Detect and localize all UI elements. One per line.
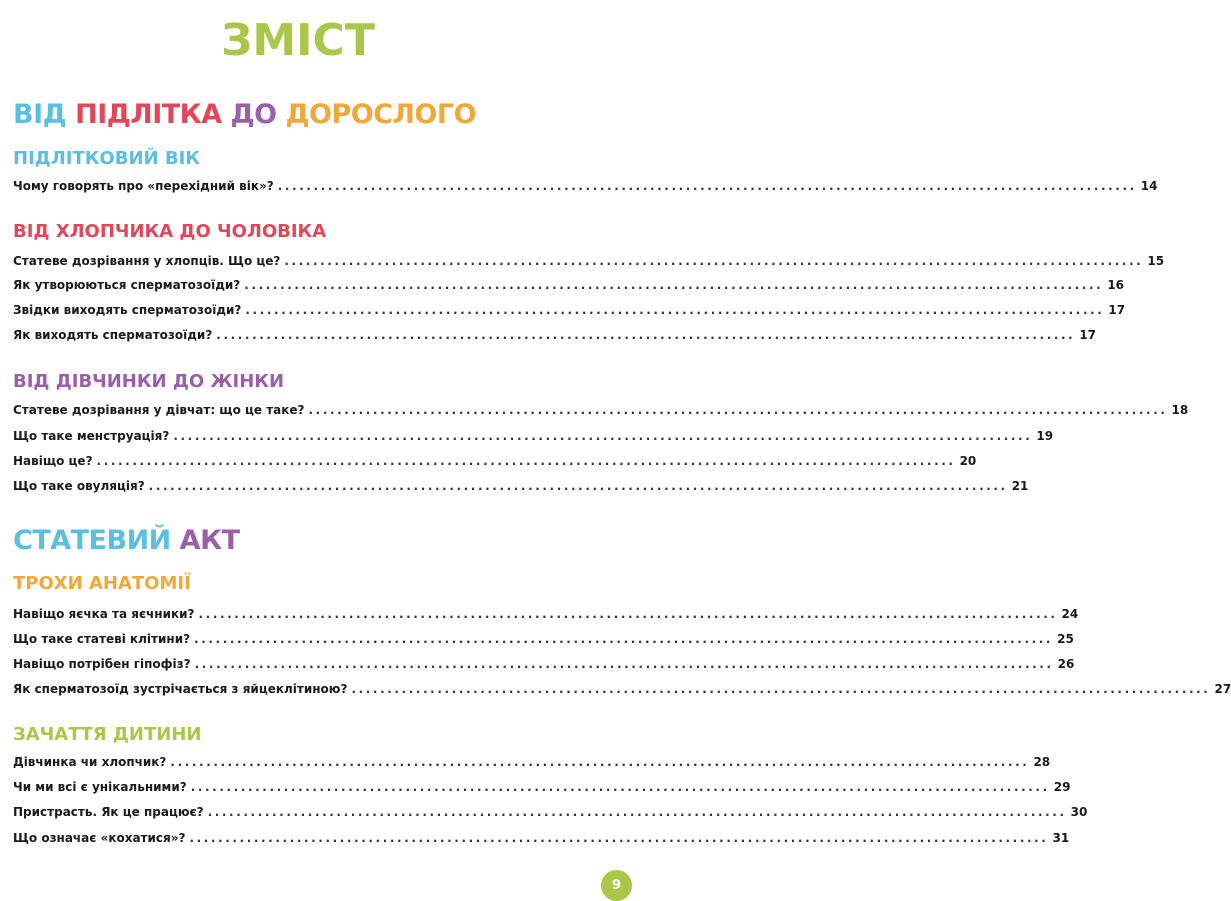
dot-leader: ........................................................................................................................	[194, 657, 1054, 671]
toc-entry-text: Пристрасть. Як це працює?	[13, 805, 204, 819]
toc-entry-text: Навіщо яєчка та яєчники?	[13, 607, 195, 621]
toc-entry[interactable]	[13, 654, 1075, 674]
part-heading-word: АКТ	[179, 525, 240, 556]
dot-leader: ........................................................................................................................	[277, 179, 1137, 193]
part-heading-word: ПІДЛІТКА	[75, 99, 222, 130]
dot-leader: ........................................................................................................................	[244, 278, 1104, 292]
dot-leader: ........................................................................................................................	[170, 755, 1030, 769]
dot-leader: ........................................................................................................................	[308, 403, 1168, 417]
toc-entry[interactable]	[13, 629, 1074, 649]
dot-leader: ........................................................................................................................	[216, 328, 1076, 342]
section-heading: ВІД ДІВЧИНКИ ДО ЖІНКИ	[13, 371, 285, 392]
part-heading-word: ДОРОСЛОГО	[285, 99, 477, 130]
section-heading: ЗАЧАТТЯ ДИТИНИ	[13, 724, 202, 745]
toc-entry[interactable]	[13, 426, 1054, 446]
dot-leader: ........................................................................................................................	[194, 632, 1054, 646]
toc-entry-text: Статеве дозрівання у дівчат: що це таке?	[13, 403, 305, 417]
toc-entry[interactable]	[13, 802, 1088, 822]
part-heading-1	[13, 98, 476, 132]
toc-entry-page: 26	[1057, 657, 1075, 671]
dot-leader: ........................................................................................................................	[148, 479, 1008, 493]
toc-entry[interactable]	[13, 476, 1029, 496]
part-heading-word: ВІД	[13, 99, 67, 130]
toc-entry-text: Як виходять сперматозоїди?	[13, 328, 213, 342]
toc-entry-page: 19	[1036, 429, 1054, 443]
page-title: ЗМІСТ	[221, 15, 375, 66]
part-heading-2	[13, 524, 240, 558]
section-heading: ТРОХИ АНАТОМІЇ	[13, 573, 191, 594]
toc-entry[interactable]	[13, 451, 977, 471]
toc-entry-page: 18	[1171, 403, 1189, 417]
toc-entry-page: 24	[1061, 607, 1079, 621]
toc-entry-text: Звідки виходять сперматозоїди?	[13, 303, 242, 317]
toc-entry-page: 25	[1057, 632, 1074, 646]
dot-leader: ........................................................................................................................	[351, 682, 1211, 696]
dot-leader: ........................................................................................................................	[198, 607, 1058, 621]
toc-entry-page: 20	[959, 454, 977, 468]
toc-entry-text: Що таке менструація?	[13, 429, 170, 443]
toc-entry[interactable]	[13, 752, 1051, 772]
toc-entry[interactable]	[13, 604, 1079, 624]
toc-entry[interactable]	[13, 251, 1165, 271]
dot-leader: ........................................................................................................................	[173, 429, 1033, 443]
toc-entry-text: Що таке статеві клітини?	[13, 632, 191, 646]
toc-entry-text: Статеве дозрівання у хлопців. Що це?	[13, 254, 281, 268]
toc-entry-page: 31	[1052, 831, 1070, 845]
toc-entry-text: Навіщо це?	[13, 454, 93, 468]
section-heading: ВІД ХЛОПЧИКА ДО ЧОЛОВІКА	[13, 221, 327, 242]
toc-entry-page: 29	[1053, 780, 1071, 794]
toc-entry-text: Що означає «кохатися»?	[13, 831, 186, 845]
toc-entry-page: 17	[1079, 328, 1097, 342]
toc-entry-text: Дівчинка чи хлопчик?	[13, 755, 167, 769]
toc-entry-text: Як сперматозоїд зустрічається з яйцеклітиною?	[13, 682, 348, 696]
toc-entry-page: 17	[1108, 303, 1126, 317]
toc-entry[interactable]	[13, 679, 1231, 699]
toc-entry-page: 15	[1147, 254, 1165, 268]
toc-entry-page: 27	[1214, 682, 1231, 696]
toc-entry[interactable]	[13, 300, 1126, 320]
toc-entry[interactable]	[13, 400, 1189, 420]
dot-leader: ........................................................................................................................	[284, 254, 1144, 268]
dot-leader: ........................................................................................................................	[96, 454, 956, 468]
dot-leader: ........................................................................................................................	[245, 303, 1105, 317]
part-heading-word: ДО	[230, 99, 277, 130]
section-heading: ПІДЛІТКОВИЙ ВІК	[13, 148, 200, 169]
toc-entry-text: Навіщо потрібен гіпофіз?	[13, 657, 191, 671]
dot-leader: ........................................................................................................................	[189, 831, 1049, 845]
toc-entry[interactable]	[13, 828, 1070, 848]
dot-leader: ........................................................................................................................	[207, 805, 1067, 819]
dot-leader: ........................................................................................................................	[190, 780, 1050, 794]
toc-entry-text: Чи ми всі є унікальними?	[13, 780, 187, 794]
toc-entry-page: 16	[1107, 278, 1125, 292]
toc-entry-page: 14	[1140, 179, 1158, 193]
page-number-badge: 9	[601, 870, 632, 901]
toc-entry-page: 21	[1011, 479, 1029, 493]
toc-entry[interactable]	[13, 176, 1158, 196]
toc-entry-text: Що таке овуляція?	[13, 479, 145, 493]
toc-entry[interactable]	[13, 777, 1071, 797]
toc-entry[interactable]	[13, 325, 1097, 345]
toc-entry-text: Як утворюються сперматозоїди?	[13, 278, 241, 292]
toc-entry-page: 28	[1033, 755, 1051, 769]
toc-entry-text: Чому говорять про «перехідний вік»?	[13, 179, 274, 193]
part-heading-word: СТАТЕВИЙ	[13, 525, 171, 556]
toc-entry[interactable]	[13, 275, 1125, 295]
toc-entry-page: 30	[1070, 805, 1088, 819]
